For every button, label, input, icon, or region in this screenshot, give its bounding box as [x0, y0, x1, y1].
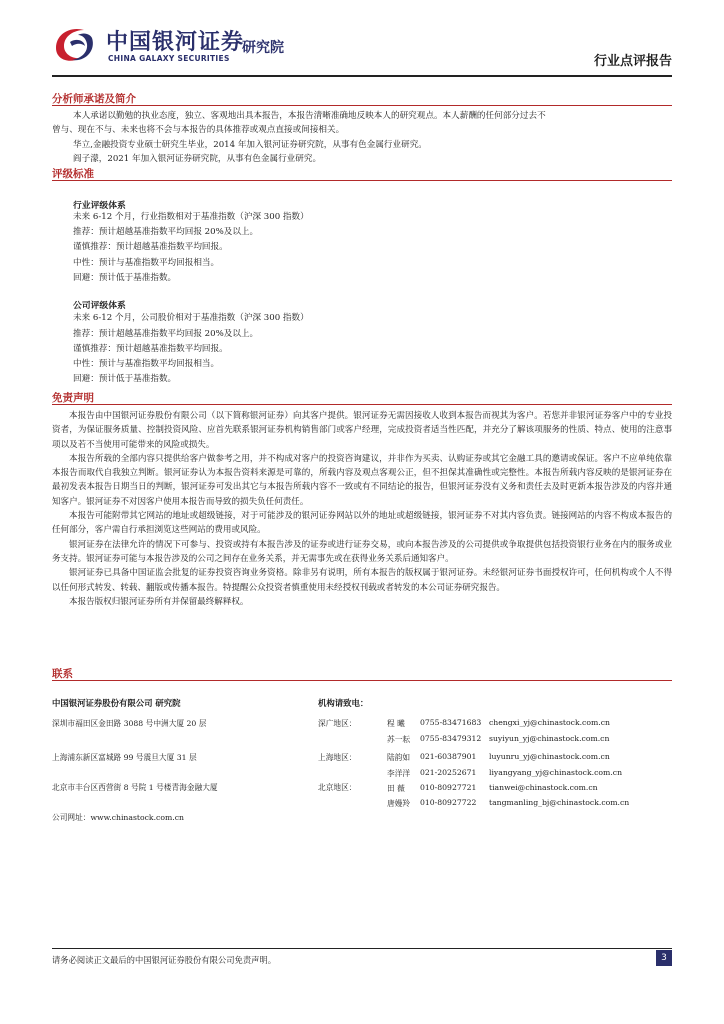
industry-rating-line: 中性：预计与基准指数平均回报相当。 [73, 258, 220, 268]
contact-name: 陆韵如 [387, 753, 411, 762]
rating-section-title: 评级标准 [52, 168, 94, 180]
industry-rating-line: 谨慎推荐：预计超越基准指数平均回报。 [73, 242, 228, 252]
contact-name: 田 薇 [387, 784, 405, 793]
header-divider [52, 75, 672, 77]
address-shanghai: 上海浦东新区富城路 99 号震旦大厦 31 层 [52, 753, 197, 762]
disclaimer-paragraph: 本报告版权归银河证券所有并保留最终解释权。 [69, 596, 249, 607]
company-rating-heading: 公司评级体系 [73, 301, 126, 311]
disclaimer-paragraph: 本报告所载的全部内容只提供给客户做参考之用，并不构成对客户的投资咨询建议，并非作为买卖、认购证券或其它金融工具的邀请或保证。客户不应单纯依靠本报告而取代自我独立判断。银河证券认为本报告资料来源是可靠的，所载内容及观点客观公正，但不担保其准确性或完整性。本报告所载内容反映的是银河证券在最初发表本报告日期当日的判断，银河证券可发出其它与本报告所载内容不一致或有不同结论的报告，但银河证券没有义务和责任去及时更新本报告涉及的内容并通知客户。银河证券不对因客户使用本报告而导致的损失负任何责任。 [52, 453, 672, 507]
contact-name: 程 曦 [387, 719, 405, 728]
footer-divider [52, 948, 672, 949]
contact-phone: 021-60387901 [420, 752, 477, 761]
disclaimer-section-title: 免责声明 [52, 392, 94, 404]
industry-rating-heading: 行业评级体系 [73, 201, 126, 211]
company-rating-line: 未来 6-12 个月，公司股价相对于基准指数（沪深 300 指数） [73, 313, 309, 323]
industry-rating-line: 未来 6-12 个月，行业指数相对于基准指数（沪深 300 指数） [73, 212, 309, 222]
contact-phone: 010-80927722 [420, 798, 477, 807]
disclaimer-body [52, 409, 672, 609]
contact-phone: 0755-83471683 [420, 718, 482, 727]
contact-section-title: 联系 [52, 668, 73, 680]
contact-sales-heading: 机构请致电： [318, 698, 369, 708]
region-shenzhen-guangzhou: 深广地区： [318, 719, 357, 728]
page-number: 3 [656, 950, 672, 966]
contact-email[interactable]: tangmanling_bj@chinastock.com.cn [489, 798, 630, 807]
disclaimer-paragraph: 本报告由中国银河证券股份有限公司（以下简称银河证券）向其客户提供。银河证券无需因接收人收到本报告而视其为客户。若您并非银河证券客户中的专业投资者，为保证服务质量、控制投资风险、应首先联系银河证券机构销售部门或客户经理，完成投资者适当性匹配，并充分了解该项服务的性质、特点、使用的注意事项以及若不当使用可能带来的风险或损失。 [52, 411, 672, 450]
contact-email[interactable]: liyangyang_yj@chinastock.com.cn [489, 768, 623, 777]
report-type: 行业点评报告 [593, 54, 672, 69]
disclaimer-paragraph: 本报告可能附带其它网站的地址或超级链接，对于可能涉及的银河证券网站以外的地址或超级链接，银河证券不对其内容负责。链接网站的内容不构成本报告的任何部分，客户需自行承担浏览这些网站的费用或风险。 [52, 511, 672, 536]
disclaimer-paragraph: 银河证券已具备中国证监会批复的证券投资咨询业务资格。除非另有说明，所有本报告的版权属于银河证券。未经银河证券书面授权许可，任何机构或个人不得以任何形式转发、转载、翻版或传播本报告。特提醒公众投资者慎重使用未经授权刊载或者转发的本公司证券研究报告。 [52, 568, 672, 593]
analyst-section-rule [52, 105, 672, 106]
company-rating-line: 中性：预计与基准指数平均回报相当。 [73, 359, 220, 369]
logo-institute: 研究院 [242, 40, 284, 56]
contact-name: 李洋洋 [387, 769, 411, 778]
industry-rating-line: 回避：预计低于基准指数。 [73, 273, 177, 283]
region-beijing: 北京地区： [318, 783, 357, 792]
rating-section-rule [52, 180, 672, 181]
company-website[interactable]: 公司网址：www.chinastock.com.cn [52, 813, 184, 822]
contact-name: 苏一耘 [387, 735, 411, 744]
logo-english-name: CHINA GALAXY SECURITIES [108, 54, 230, 63]
company-rating-line: 谨慎推荐：预计超越基准指数平均回报。 [73, 344, 228, 354]
industry-rating-line: 推荐：预计超越基准指数平均回报 20%及以上。 [73, 227, 259, 237]
company-rating-line: 推荐：预计超越基准指数平均回报 20%及以上。 [73, 329, 259, 339]
logo-company-name: 中国银河证券 [106, 30, 245, 55]
contact-phone: 010-80927721 [420, 783, 477, 792]
disclaimer-paragraph: 银河证券在法律允许的情况下可参与、投资或持有本报告涉及的证券或进行证券交易，或向本报告涉及的公司提供或争取提供包括投资银行业务在内的服务或业务支持。银河证券可能与本报告涉及的公司之间存在业务关系，并无需事先或在获得业务关系后通知客户。 [52, 539, 672, 564]
contact-name: 唐嫚羚 [387, 799, 411, 808]
contact-company: 中国银河证券股份有限公司 研究院 [52, 698, 181, 708]
analyst-bio-1: 华立,金融投资专业硕士研究生毕业，2014 年加入银河证券研究院，从事有色金属行业研究。 [73, 140, 427, 150]
analyst-commitment-line2: 曾与、现在不与、未来也将不会与本报告的具体推荐或观点直接或间接相关。 [52, 125, 345, 135]
galaxy-logo-icon [52, 24, 98, 64]
footer-notice: 请务必阅读正文最后的中国银河证券股份有限公司免责声明。 [52, 955, 277, 965]
page-header [0, 0, 724, 76]
contact-email[interactable]: luyunru_yj@chinastock.com.cn [489, 752, 610, 761]
analyst-bio-2: 阎子濛，2021 年加入银河证券研究院，从事有色金属行业研究。 [73, 154, 322, 164]
address-shenzhen: 深圳市福田区金田路 3088 号中洲大厦 20 层 [52, 719, 207, 728]
contact-phone: 0755-83479312 [420, 734, 482, 743]
contact-email[interactable]: tianwei@chinastock.com.cn [489, 783, 598, 792]
contact-section-rule [52, 680, 672, 681]
address-beijing: 北京市丰台区西营街 8 号院 1 号楼青海金融大厦 [52, 783, 218, 792]
company-rating-line: 回避：预计低于基准指数。 [73, 374, 177, 384]
contact-phone: 021-20252671 [420, 768, 477, 777]
contact-email[interactable]: suyiyun_yj@chinastock.com.cn [489, 734, 610, 743]
analyst-commitment-line1: 本人承诺以勤勉的执业态度，独立、客观地出具本报告，本报告清晰准确地反映本人的研究观点。本人薪酬的任何部分过去不 [73, 111, 546, 121]
region-shanghai: 上海地区： [318, 753, 357, 762]
contact-email[interactable]: chengxi_yj@chinastock.com.cn [489, 718, 610, 727]
analyst-section-title: 分析师承诺及简介 [52, 93, 136, 105]
disclaimer-section-rule [52, 404, 672, 405]
